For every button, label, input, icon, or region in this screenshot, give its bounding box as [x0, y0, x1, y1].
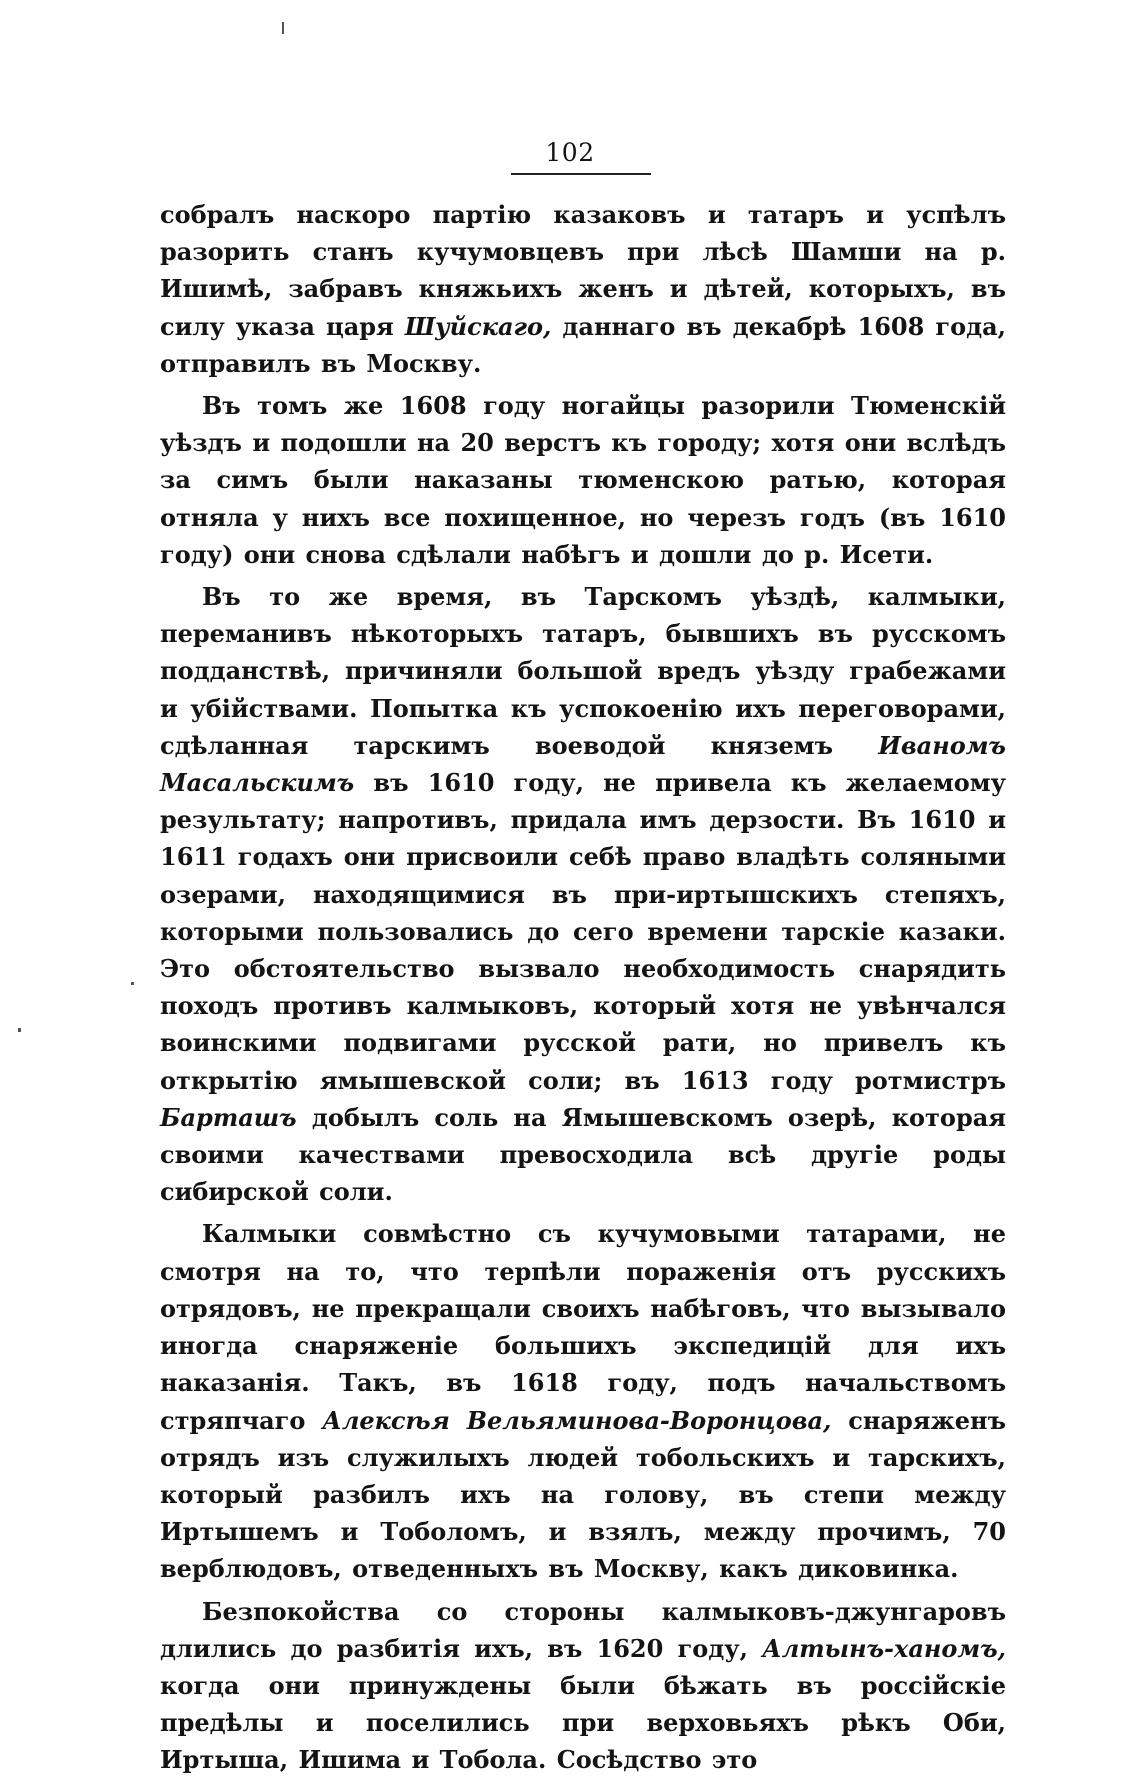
italic-name: Шуйскаго, [404, 311, 552, 341]
paragraph [160, 196, 1006, 382]
page-number: 102 [545, 138, 595, 167]
text-run: снаряженъ отрядъ изъ служилыхъ людей тобольскихъ и тарскихъ, который разбилъ ихъ на голову, въ степи между Иртышемъ и Тоболомъ, и взялъ, между прочимъ, 70 верблюдовъ, отведенныхъ въ Москву, какъ диковинка. [160, 1405, 1006, 1584]
text-run: Безпокойства со стороны калмыковъ-джунгаровъ длились до разбитія ихъ, въ 1620 году, [160, 1596, 1006, 1663]
italic-name: Иваномъ Масальскимъ [160, 730, 1006, 798]
body-text [160, 196, 1006, 1784]
paragraph [160, 578, 1006, 1210]
text-run: собралъ наскоро партію казаковъ и татаръ и успѣлъ разорить станъ кучумовцевъ при лѣсѣ Шамши на р. Ишимѣ, забравъ княжьихъ женъ и дѣтей, которыхъ, въ силу указа царя [160, 200, 1006, 341]
text-run: Въ то же время, въ Тарскомъ уѣздѣ, калмыки, переманивъ нѣкоторыхъ татаръ, бывшихъ въ русскомъ подданствѣ, причиняли большой вредъ уѣзду грабежами и убійствами. Попытка къ успокоенію ихъ переговорами, сдѣланная тарскимъ воеводой княземъ [160, 582, 1006, 760]
text-run: добылъ соль на Ямышевскомъ озерѣ, которая своими качествами превосходила всѣ другіе роды сибирской соли. [160, 1102, 1006, 1207]
text-run: Въ томъ же 1608 году ногайцы разорили Тюменскій уѣздъ и подошли на 20 верстъ къ городу; хотя они вслѣдъ за симъ были наказаны тюменскою ратью, которая отняла у нихъ все похищенное, но черезъ годъ (въ 1610 году) они снова сдѣлали набѣгъ и дошли до р. Исети. [160, 391, 1006, 569]
paragraph [160, 1215, 1006, 1587]
italic-name: Барташъ [160, 1102, 297, 1132]
italic-name: Алтынъ-ханомъ, [762, 1633, 1006, 1663]
scan-speck [18, 1028, 21, 1032]
header-rule [511, 173, 651, 175]
text-run: Калмыки совмѣстно съ кучумовыми татарами, не смотря на то, что терпѣли пораженія отъ русскихъ отрядовъ, не прекращали своихъ набѣговъ, что вызывало иногда снаряженіе большихъ экспедицій для ихъ наказанія. Такъ, въ 1618 году, подъ начальствомъ стряпчаго [160, 1219, 1006, 1435]
text-run: даннаго въ декабрѣ 1608 года, отправилъ въ Москву. [160, 311, 1006, 378]
text-run: въ 1610 году, не привела къ желаемому результату; напротивъ, придала имъ дерзости. Въ 1610 и 1611 годахъ они присвоили себѣ право владѣть соляными озерами, находящимися въ при-иртышскихъ степяхъ, которыми пользовались до сего времени тарскіе казаки. Это обстоятельство вызвало необходимость снарядить походъ противъ калмыковъ, который хотя не увѣнчался воинскими подвигами русской рати, но привелъ къ открытію ямышевской соли; въ 1613 году ротмистръ [160, 768, 1006, 1095]
text-run: когда они принуждены были бѣжать въ россійскіе предѣлы и поселились при верховьяхъ рѣкъ Оби, Иртыша, Ишима и Тобола. Сосѣдство это [160, 1670, 1006, 1775]
paragraph [160, 387, 1006, 573]
scan-speck [282, 22, 284, 34]
paragraph [160, 1593, 1006, 1779]
scan-speck [131, 982, 134, 985]
italic-name: Алексѣя Вельяминова-Воронцова, [322, 1405, 832, 1435]
